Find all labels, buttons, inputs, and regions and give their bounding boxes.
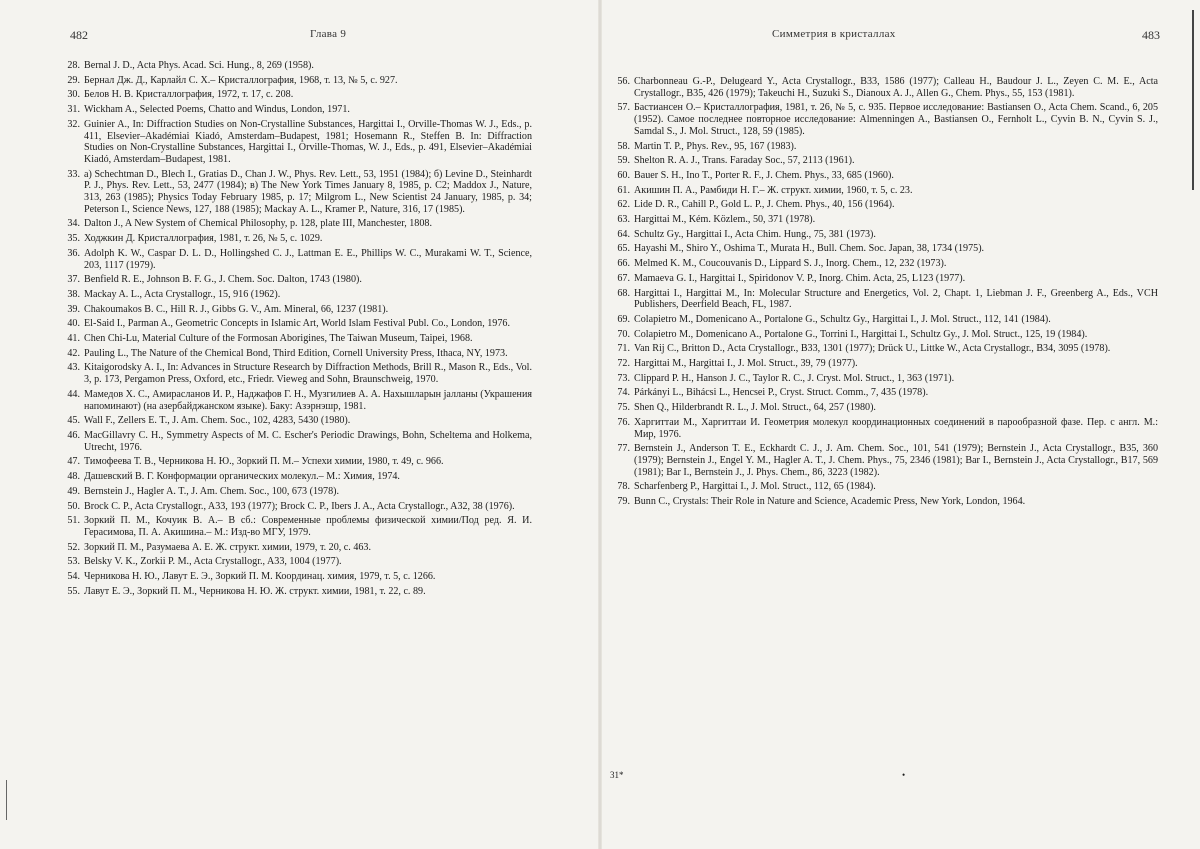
reference-number: 70.	[617, 328, 630, 340]
reference-item	[60, 333, 532, 345]
reference-text: Bunn C., Crystals: Their Role in Nature and Science, Academic Press, New York, London, 1964.	[634, 496, 1026, 508]
signature-mark: 31*	[610, 770, 624, 780]
reference-number: 64.	[617, 228, 630, 240]
reference-item	[610, 329, 1158, 341]
reference-text: Pauling L., The Nature of the Chemical Bond, Third Edition, Cornell University Press, Ithaca, NY, 1973.	[84, 347, 508, 359]
reference-item	[610, 358, 1158, 370]
reference-number: 51.	[67, 515, 80, 527]
reference-text: Párkányi L., Bihácsi L., Hencsei P., Cryst. Struct. Comm., 7, 435 (1978).	[634, 387, 929, 399]
reference-text: Bernstein J., Hagler A. T., J. Am. Chem. Soc., 100, 673 (1978).	[84, 485, 340, 497]
reference-item	[610, 199, 1158, 211]
reference-number: 67.	[617, 272, 630, 284]
reference-item	[610, 387, 1158, 399]
reference-text: El-Said I., Parman A., Geometric Concepts in Islamic Art, World Islam Festival Publ. Co., London, 1976.	[84, 318, 510, 330]
reference-number: 47.	[67, 456, 80, 468]
reference-text: Lide D. R., Cahill P., Gold L. P., J. Chem. Phys., 40, 156 (1964).	[634, 199, 895, 211]
reference-text: Черникова Н. Ю., Лавут Е. Э., Зоркий П. М. Координац. химия, 1979, т. 5, с. 1266.	[84, 571, 436, 583]
reference-item	[610, 343, 1158, 355]
reference-text: Kitaigorodsky A. I., In: Advances in Structure Research by Diffraction Methods, Brill R., Mason R., Eds., Vol. 3, p. 173, Pergamon Press, Oxford, etc., Friedr. Vieweg and Sohn, Braunschweig, 1970.	[84, 362, 532, 386]
reference-item	[60, 274, 532, 286]
reference-number: 36.	[67, 247, 80, 259]
reference-number: 32.	[67, 118, 80, 130]
reference-number: 56.	[617, 76, 630, 87]
reference-item	[60, 471, 532, 483]
reference-number: 65.	[617, 243, 630, 255]
reference-text: Харгиттаи М., Харгиттаи И. Геометрия молекул координационных соединений в парообразной фазе. Пер. с англ. М.: Мир, 1976.	[634, 416, 1158, 440]
reference-number: 33.	[67, 168, 80, 180]
reference-text: Chen Chi-Lu, Material Culture of the Formosan Aborigines, The Taiwan Museum, Taipei, 1968.	[84, 333, 473, 345]
reference-text: Chakoumakos B. C., Hill R. J., Gibbs G. V., Am. Mineral, 66, 1237 (1981).	[84, 303, 389, 315]
reference-text: Dalton J., A New System of Chemical Philosophy, p. 128, plate III, Manchester, 1808.	[84, 218, 432, 230]
reference-number: 78.	[617, 481, 630, 493]
reference-number: 55.	[67, 585, 80, 597]
reference-text: Benfield R. E., Johnson B. F. G., J. Chem. Soc. Dalton, 1743 (1980).	[84, 274, 362, 286]
reference-item	[60, 233, 532, 245]
footer-dot: •	[902, 770, 906, 780]
reference-number: 63.	[617, 214, 630, 226]
reference-text: Mamaeva G. I., Hargittai I., Spiridonov V. P., Inorg. Chim. Acta, 25, L123 (1977).	[634, 272, 966, 284]
reference-text: Belsky V. K., Zorkii P. M., Acta Crystallogr., A33, 1004 (1977).	[84, 556, 342, 568]
reference-text: Mackay A. L., Acta Crystallogr., 15, 916 (1962).	[84, 288, 281, 300]
reference-item	[610, 496, 1158, 508]
reference-text: Shen Q., Hilderbrandt R. L., J. Mol. Struct., 64, 257 (1980).	[634, 402, 876, 414]
reference-number: 29.	[67, 74, 80, 86]
reference-text: Bernal J. D., Acta Phys. Acad. Sci. Hung., 8, 269 (1958).	[84, 60, 314, 71]
reference-item	[60, 119, 532, 166]
reference-item	[610, 229, 1158, 241]
reference-text: Charbonneau G.-P., Delugeard Y., Acta Crystallogr., B33, 1586 (1977); Calleau H., Baudour J. L., Zeyen C. M. E., Acta Crystallogr., B35, 426 (1979); Takeuchi H., Suzuki S., Dianoux A. J., Allen G., Chem. Phys., 55, 153 (1981).	[634, 76, 1158, 99]
reference-item	[60, 571, 532, 583]
reference-text: Белов Н. В. Кристаллография, 1972, т. 17, с. 208.	[84, 89, 294, 101]
reference-item	[60, 218, 532, 230]
reference-item	[610, 417, 1158, 440]
reference-item	[610, 141, 1158, 153]
reference-item	[60, 169, 532, 216]
reference-number: 53.	[67, 556, 80, 568]
right-page	[600, 0, 1200, 849]
reference-text: Hargittai I., Hargittai M., In: Molecular Structure and Energetics, Vol. 2, Chapt. 1, Liebman J. F., Greenberg A., Eds., VCH Publishers, Deerfield Beach, FL, 1987.	[634, 287, 1158, 311]
reference-number: 79.	[617, 496, 630, 508]
reference-text: Guinier A., In: Diffraction Studies on Non-Crystalline Substances, Hargittai I., Orville-Thomas W. J., Eds., p. 411, Elsevier–Akadémiai Kiadó, Amsterdam–Budapest, 1981; Hosemann R., Steffen B. In: Diffraction Studies on Non-Crystalline Substances, Hargittai I., Orville-Thomas, W. J., Eds., p. 491, Elsevier–Akadémiai Kiadó, Amsterdam–Budapest, 1981.	[84, 118, 532, 165]
reference-item	[610, 102, 1158, 137]
reference-number: 52.	[67, 541, 80, 553]
reference-number: 74.	[617, 387, 630, 399]
reference-text: Scharfenberg P., Hargittai I., J. Mol. Struct., 112, 65 (1984).	[634, 481, 876, 493]
reference-number: 30.	[67, 89, 80, 101]
reference-text: Adolph K. W., Caspar D. L. D., Hollingshed C. J., Lattman E. E., Phillips W. C., Murakami W. T., Science, 203, 1117 (1979).	[84, 247, 532, 271]
left-page-number: 482	[70, 28, 88, 42]
reference-text: Зоркий П. М., Кочуик В. А.– В сб.: Современные проблемы физической химии/Под ред. Я. И. Герасимова, П. А. Акишина.– М.: Изд-во МГУ, 1979.	[84, 515, 532, 538]
reference-text: Van Rij C., Britton D., Acta Crystallogr., B33, 1301 (1977); Drück U., Littke W., Acta Crystallogr., B34, 3095 (1978).	[634, 343, 1111, 355]
reference-item	[610, 314, 1158, 326]
reference-number: 43.	[67, 362, 80, 374]
reference-number: 38.	[67, 288, 80, 300]
reference-item	[60, 104, 532, 116]
reference-text: Тимофеева Т. В., Черникова Н. Ю., Зоркий П. М.– Успехи химии, 1980, т. 49, с. 966.	[84, 456, 444, 468]
reference-item	[60, 586, 532, 598]
reference-text: MacGillavry C. H., Symmetry Aspects of M. C. Escher's Periodic Drawings, Bohn, Scheltema and Holkema, Utrecht, 1976.	[84, 429, 532, 453]
reference-text: Hargittai M., Hargittai I., J. Mol. Struct., 39, 79 (1977).	[634, 358, 858, 370]
left-running-title: Глава 9	[310, 28, 347, 40]
reference-text: Акишин П. А., Рамбиди Н. Г.– Ж. структ. химии, 1960, т. 5, с. 23.	[634, 184, 913, 196]
reference-number: 46.	[67, 429, 80, 441]
reference-text: Зоркий П. М., Разумаева А. Е. Ж. структ. химии, 1979, т. 20, с. 463.	[84, 541, 371, 553]
reference-item	[610, 273, 1158, 285]
reference-number: 61.	[617, 184, 630, 196]
reference-text: Hayashi M., Shiro Y., Oshima T., Murata H., Bull. Chem. Soc. Japan, 38, 1734 (1975).	[634, 243, 985, 255]
right-page-number: 483	[1142, 28, 1160, 42]
reference-item	[60, 456, 532, 468]
reference-number: 57.	[617, 102, 630, 114]
reference-item	[60, 304, 532, 316]
reference-text: Melmed K. M., Coucouvanis D., Lippard S. J., Inorg. Chem., 12, 232 (1973).	[634, 258, 947, 270]
reference-item	[60, 486, 532, 498]
reference-number: 42.	[67, 347, 80, 359]
reference-item	[610, 443, 1158, 478]
reference-text: Brock C. P., Acta Crystallogr., A33, 193 (1977); Brock C. P., Ibers J. A., Acta Crystallogr., A32, 38 (1976).	[84, 500, 515, 512]
reference-number: 75.	[617, 402, 630, 414]
reference-text: Bernstein J., Anderson T. E., Eckhardt C. J., J. Am. Chem. Soc., 101, 541 (1979); Bernstein J., Acta Crystallogr., B35, 360 (1979); Bernstein J., Engel Y. M., Hagler A. T., J. Chem. Phys., 75, 2346 (1981); Bar I., Bernstein J., Acta Crystallogr., B17, 569 (1981); Bar I., Bernstein J., J. Phys. Chem., 86, 3223 (1982).	[634, 443, 1158, 478]
reference-number: 31.	[67, 104, 80, 116]
reference-text: Бастиансен О.– Кристаллография, 1981, т. 26, № 5, с. 935. Первое исследование: Bastiansen O., Acta Chem. Scand., 6, 205 (1952). Самое последнее повторное исследование: Almenningen A., Bastiansen O., Fernholt L., Cyvin B. N., Cyvin S. J., Samdal S., J. Mol. Struct., 128, 59 (1985).	[634, 102, 1158, 137]
reference-text: Bauer S. H., Ino T., Porter R. F., J. Chem. Phys., 33, 685 (1960).	[634, 169, 894, 181]
reference-item	[610, 258, 1158, 270]
reference-number: 77.	[617, 443, 630, 455]
reference-text: Colapietro M., Domenicano A., Portalone G., Schultz Gy., Hargittai I., J. Mol. Struct., 112, 141 (1984).	[634, 313, 1051, 325]
reference-item	[60, 415, 532, 427]
reference-item	[60, 515, 532, 538]
reference-text: Бернал Дж. Д., Карлайл С. X.– Кристаллография, 1968, т. 13, № 5, с. 927.	[84, 74, 398, 86]
reference-number: 50.	[67, 500, 80, 512]
reference-text: Лавут Е. Э., Зоркий П. М., Черникова Н. Ю. Ж. структ. химии, 1981, т. 22, с. 89.	[84, 585, 426, 597]
reference-text: Ходжкин Д. Кристаллография, 1981, т. 26, № 5, с. 1029.	[84, 233, 323, 245]
reference-number: 49.	[67, 485, 80, 497]
reference-number: 58.	[617, 140, 630, 152]
reference-text: Hargittai M., Kém. Közlem., 50, 371 (1978).	[634, 214, 816, 226]
reference-text: Дашевский В. Г. Конформации органических молекул.– М.: Химия, 1974.	[84, 471, 400, 483]
reference-number: 28.	[67, 60, 80, 71]
right-reference-list	[610, 76, 1158, 511]
reference-item	[60, 60, 532, 72]
reference-number: 37.	[67, 274, 80, 286]
reference-item	[60, 556, 532, 568]
reference-number: 71.	[617, 343, 630, 355]
right-running-title: Симметрия в кристаллах	[772, 28, 896, 40]
reference-number: 66.	[617, 258, 630, 270]
reference-text: Wickham A., Selected Poems, Chatto and Windus, London, 1971.	[84, 104, 350, 116]
reference-item	[610, 402, 1158, 414]
reference-number: 48.	[67, 471, 80, 483]
reference-text: Martin T. P., Phys. Rev., 95, 167 (1983).	[634, 140, 797, 152]
reference-text: Clippard P. H., Hanson J. C., Taylor R. C., J. Cryst. Mol. Struct., 1, 363 (1971).	[634, 372, 955, 384]
reference-number: 62.	[617, 199, 630, 211]
reference-text: Wall F., Zellers E. T., J. Am. Chem. Soc., 102, 4283, 5430 (1980).	[84, 415, 351, 427]
reference-item	[610, 155, 1158, 167]
reference-item	[60, 362, 532, 385]
reference-item	[60, 289, 532, 301]
reference-number: 41.	[67, 333, 80, 345]
reference-number: 69.	[617, 313, 630, 325]
reference-item	[60, 318, 532, 330]
reference-item	[610, 288, 1158, 311]
reference-item	[610, 481, 1158, 493]
reference-number: 59.	[617, 155, 630, 167]
left-reference-list	[60, 60, 532, 600]
reference-text: а) Schechtman D., Blech I., Gratias D., Chan J. W., Phys. Rev. Lett., 53, 1951 (1984); б) Levine D., Steinhardt P. J., Phys. Rev. Lett., 53, 2477 (1984); в) The New York Times January 8, 1985, p. C2; Maddox J., Nature, 313, 263 (1985); Physics Today February 1985, p. 17; Milgrom L., New Scientist 24 January, 1985, p. 34; Peterson I., Science News, 127, 188 (1985); Mackay A. L., Kramer P., Nature, 316, 17 (1985).	[84, 168, 532, 215]
reference-text: Colapietro M., Domenicano A., Portalone G., Torrini I., Hargittai I., Schultz Gy., J. Mol. Struct., 125, 19 (1984).	[634, 328, 1088, 340]
reference-number: 40.	[67, 318, 80, 330]
reference-item	[60, 248, 532, 271]
reference-text: Shelton R. A. J., Trans. Faraday Soc., 57, 2113 (1961).	[634, 155, 855, 167]
reference-number: 76.	[617, 416, 630, 428]
reference-text: Мамедов Х. С., Амирасланов И. Р., Наджафов Г. Н., Музгилиев А. А. Нахышларын jалланы (Украшения напоминают) (на азербайджанском языке). Баку: Азэрнэшр, 1981.	[84, 388, 532, 412]
reference-item	[610, 185, 1158, 197]
reference-item	[610, 76, 1158, 99]
reference-item	[610, 170, 1158, 182]
reference-text: Schultz Gy., Hargittai I., Acta Chim. Hung., 75, 381 (1973).	[634, 228, 876, 240]
reference-item	[60, 89, 532, 101]
reference-item	[610, 243, 1158, 255]
reference-number: 68.	[617, 287, 630, 299]
reference-item	[610, 214, 1158, 226]
reference-item	[60, 542, 532, 554]
reference-number: 72.	[617, 358, 630, 370]
reference-item	[60, 389, 532, 412]
reference-number: 35.	[67, 233, 80, 245]
reference-number: 54.	[67, 571, 80, 583]
reference-number: 34.	[67, 218, 80, 230]
reference-number: 60.	[617, 169, 630, 181]
reference-number: 45.	[67, 415, 80, 427]
reference-item	[610, 373, 1158, 385]
reference-number: 73.	[617, 372, 630, 384]
reference-number: 44.	[67, 388, 80, 400]
reference-number: 39.	[67, 303, 80, 315]
reference-item	[60, 348, 532, 360]
reference-item	[60, 501, 532, 513]
reference-item	[60, 430, 532, 453]
reference-item	[60, 75, 532, 87]
